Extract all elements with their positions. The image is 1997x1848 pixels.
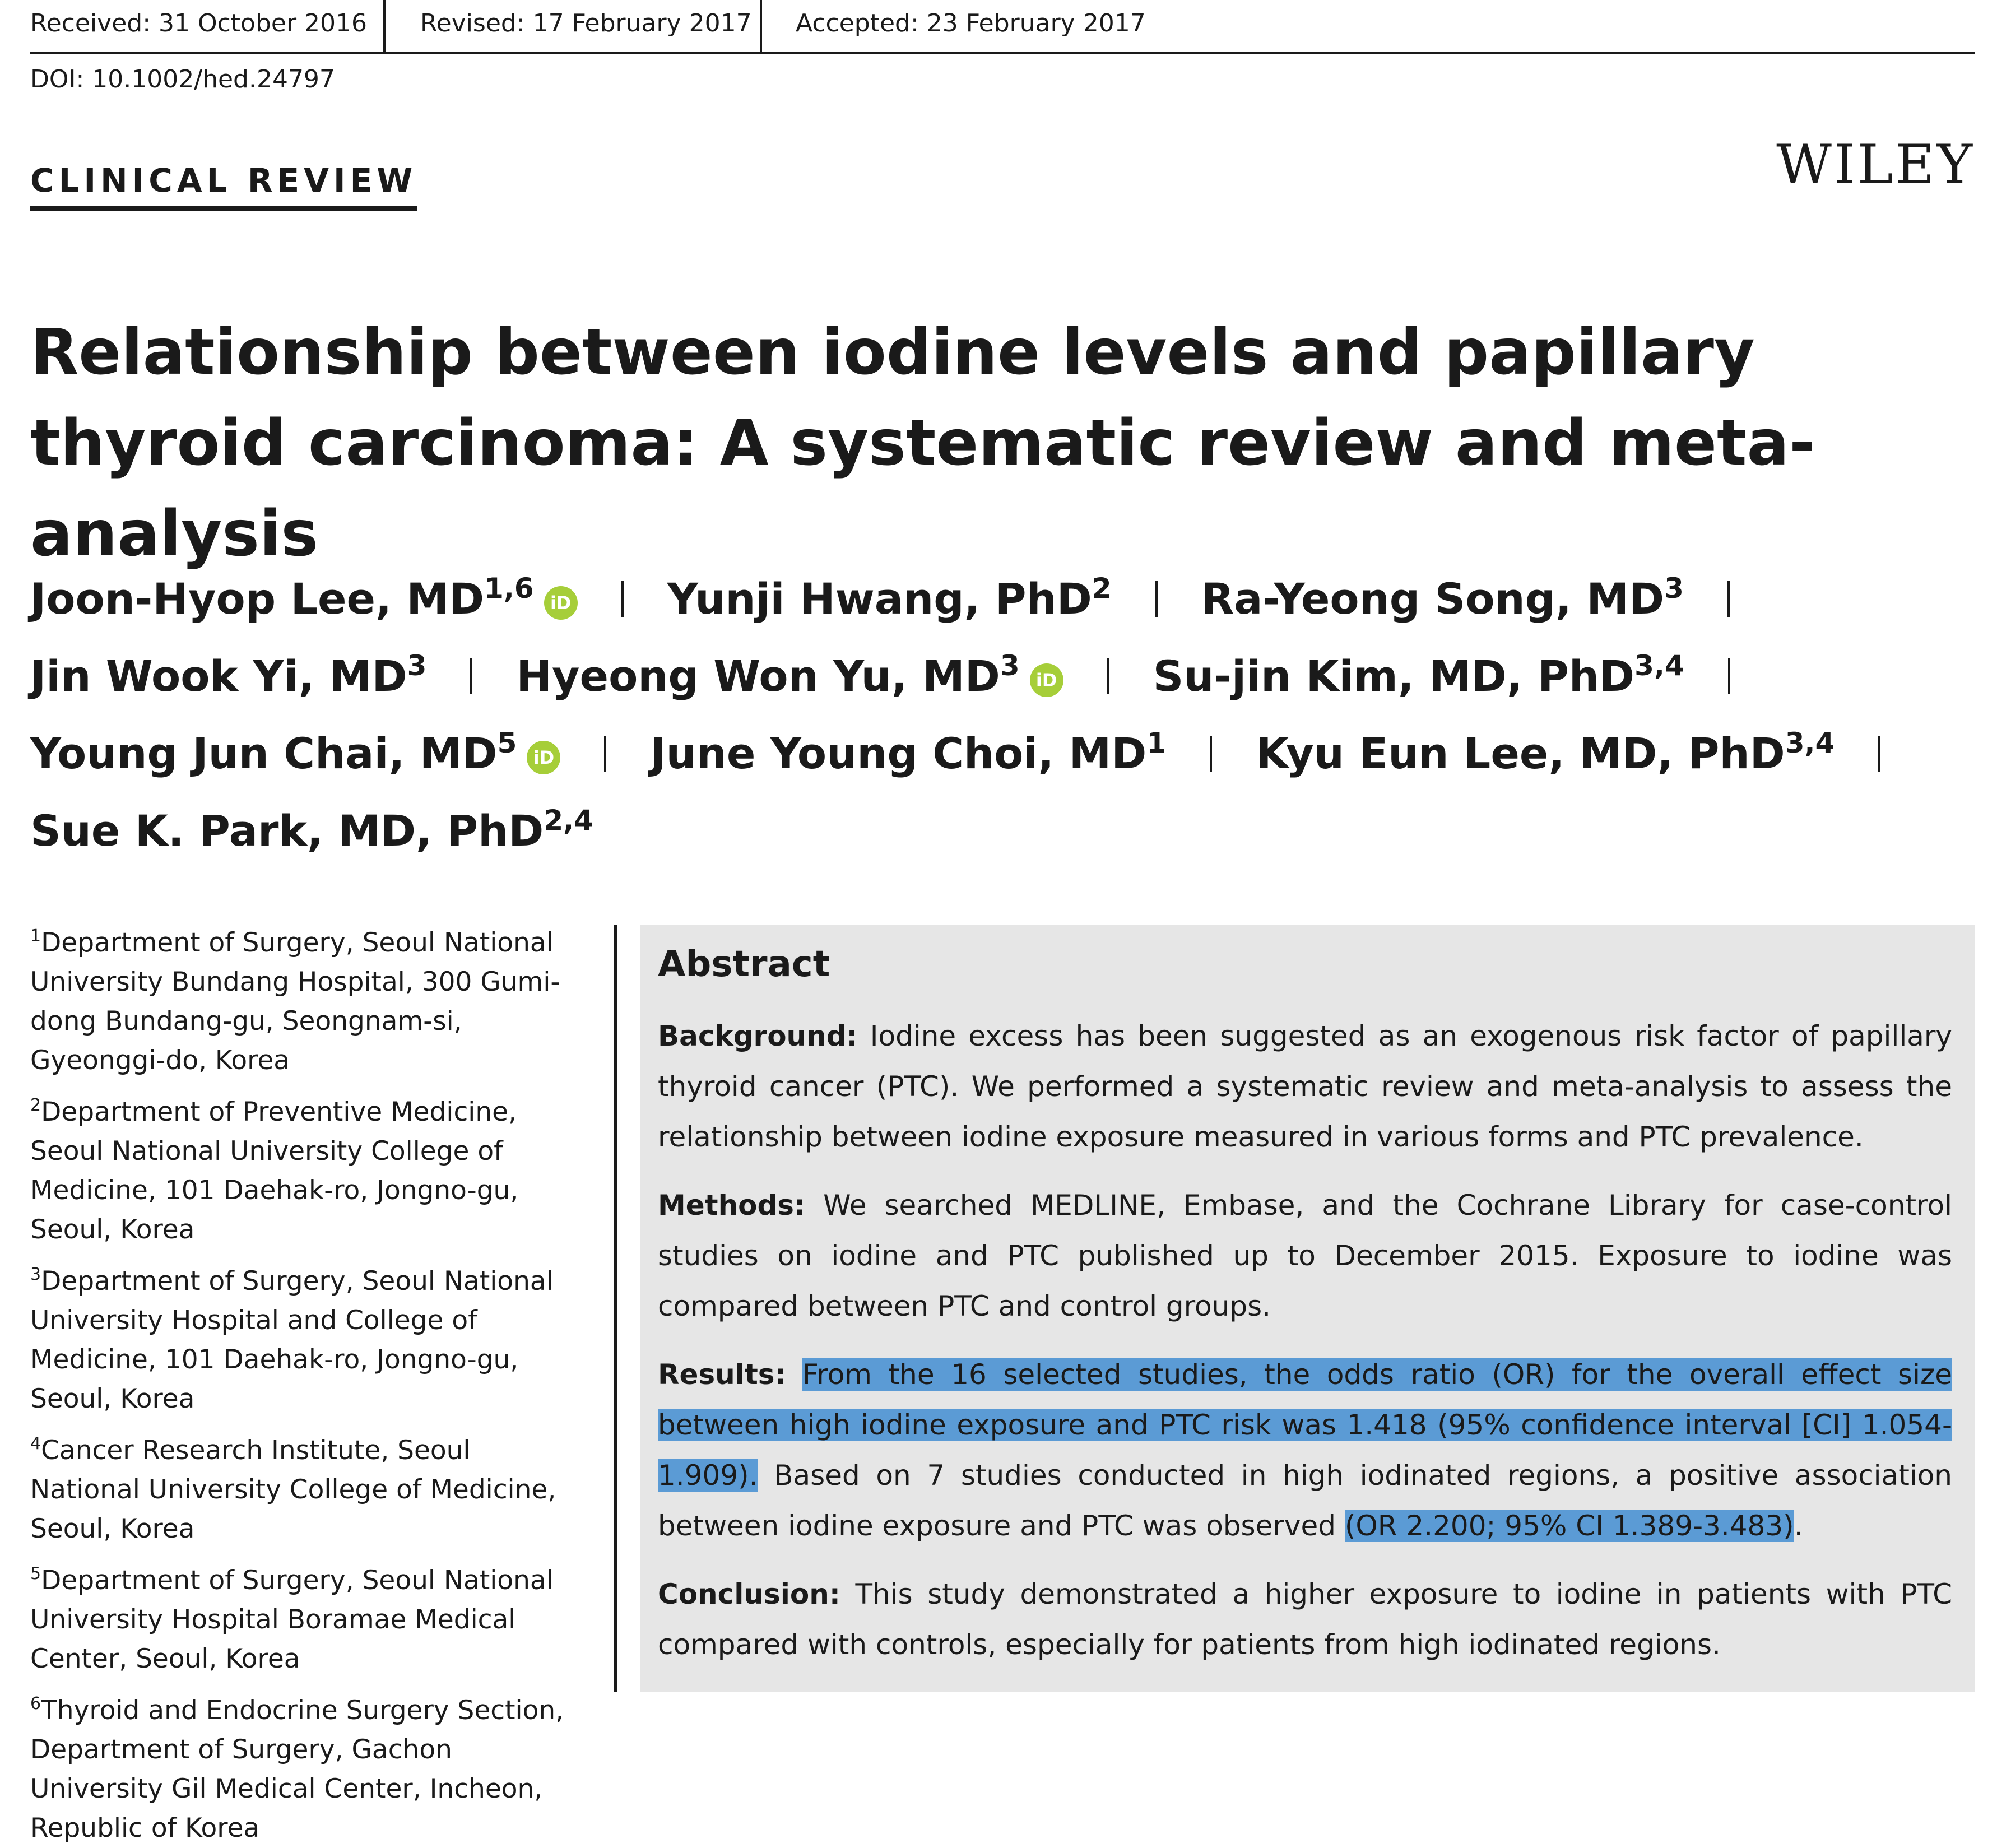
affiliation: $^2$Department of Preventive Medicine, Seoul National University College of Medicine, 101 Daehak-ro, Jongno-gu, Seoul, Korea bbox=[30, 1095, 519, 1245]
column-divider bbox=[614, 925, 617, 1692]
author: Hyeong Won Yu, $MD^3$ iD bbox=[516, 651, 1063, 701]
author: Sue K. Park, MD, PhD$^{2,4}$ bbox=[30, 804, 593, 856]
divider bbox=[621, 581, 624, 617]
abstract-methods: Methods: We searched MEDLINE, Embase, and the Cochrane Library for case-control studies on iodine and PTC published up to December 2015. Exposure to iodine was compared between PTC and control groups. bbox=[658, 1189, 1952, 1322]
section-label: CLINICAL REVIEW bbox=[30, 161, 417, 211]
publisher-logo: WILEY bbox=[1776, 133, 1975, 196]
text-selection[interactable]: (OR 2.200; 95% CI 1.389-3.483) bbox=[1344, 1510, 1794, 1542]
article-title: Relationship between iodine levels and papillary thyroid carcinoma: A systematic review and meta-analysis bbox=[30, 316, 1815, 570]
revised-date: Revised: 17 February 2017 bbox=[420, 9, 752, 38]
affiliation: $^5$Department of Surgery, Seoul National University Hospital Boramae Medical Center, Seoul, Korea bbox=[30, 1564, 554, 1674]
abstract-heading: Abstract bbox=[658, 944, 830, 985]
divider bbox=[1727, 581, 1730, 617]
divider bbox=[1107, 658, 1109, 694]
divider bbox=[1155, 581, 1158, 617]
author: Ra-Yeong Song, $MD^3$ bbox=[1201, 572, 1684, 624]
affiliation: $^4$Cancer Research Institute, Seoul National University College of Medicine, Seoul, Korea bbox=[30, 1434, 556, 1544]
author: Kyu Eun Lee, MD, PhD$^{3,4}$ bbox=[1256, 727, 1835, 778]
divider bbox=[1878, 736, 1880, 772]
affiliation: $^3$Department of Surgery, Seoul National University Hospital and College of Medicine, 101 Daehak-ro, Jongno-gu, Seoul, Korea bbox=[30, 1265, 554, 1414]
affiliations bbox=[30, 923, 579, 1844]
orcid-icon[interactable]: iD bbox=[527, 741, 560, 774]
abstract-background: Background: Iodine excess has been suggested as an exogenous risk factor of papillary thyroid cancer (PTC). We performed a systematic review and meta-analysis to assess the relationship between iodine exposure measured in various forms and PTC prevalence. bbox=[658, 1020, 1952, 1153]
author: June Young Choi, $MD^1$ bbox=[650, 727, 1167, 778]
divider bbox=[470, 658, 472, 694]
abstract-results: Results: From the 16 selected studies, the odds ratio (OR) for the overall effect size between high iodine exposure and PTC risk was 1.418 (95% confidence interval [CI] 1.054-1.909). Based on 7 studies conducted in high iodinated regions, a positive association between iodine exposure and PTC was observed (OR 2.200; 95% CI 1.389-3.483). bbox=[658, 1358, 1952, 1542]
divider bbox=[604, 736, 606, 772]
author: Su-jin Kim, MD, PhD$^{3,4}$ bbox=[1153, 649, 1684, 701]
received-date: Received: 31 October 2016 bbox=[30, 9, 368, 38]
orcid-icon[interactable]: iD bbox=[544, 586, 578, 620]
affiliation: $^6$Thyroid and Endocrine Surgery Section, Department of Surgery, Gachon University Gil Medical Center, Incheon, Republic of Korea bbox=[30, 1694, 564, 1844]
text-selection[interactable]: From the 16 selected studies, the odds ratio (OR) for the overall effect size between high iodine exposure and PTC risk was 1.418 (95% confidence interval [CI] 1.054-1.909). bbox=[658, 1358, 1952, 1492]
dates-bar bbox=[30, 0, 1975, 54]
author: Yunji Hwang, PhD$^2$ bbox=[667, 572, 1112, 624]
divider bbox=[383, 0, 386, 52]
orcid-icon[interactable]: iD bbox=[1030, 663, 1063, 697]
abstract-panel bbox=[640, 925, 1975, 1692]
doi: DOI: 10.1002/hed.24797 bbox=[30, 65, 335, 94]
author: Young Jun Chai, $MD^5$ iD bbox=[30, 728, 560, 778]
author: Jin Wook Yi, $MD^3$ bbox=[30, 649, 427, 701]
author: Joon-Hyop Lee, MD$^{1,6}$ iD bbox=[30, 574, 578, 624]
divider bbox=[1210, 736, 1212, 772]
divider bbox=[1728, 658, 1730, 694]
abstract-conclusion: Conclusion: This study demonstrated a higher exposure to iodine in patients with PTC compared with controls, especially for patients from high iodinated regions. bbox=[658, 1578, 1952, 1661]
divider bbox=[760, 0, 762, 52]
affiliation: $^1$Department of Surgery, Seoul National University Bundang Hospital, 300 Gumi-dong Bundang-gu, Seongnam-si, Gyeonggi-do, Korea bbox=[30, 926, 560, 1076]
accepted-date: Accepted: 23 February 2017 bbox=[796, 9, 1146, 38]
author-list bbox=[30, 560, 1935, 870]
